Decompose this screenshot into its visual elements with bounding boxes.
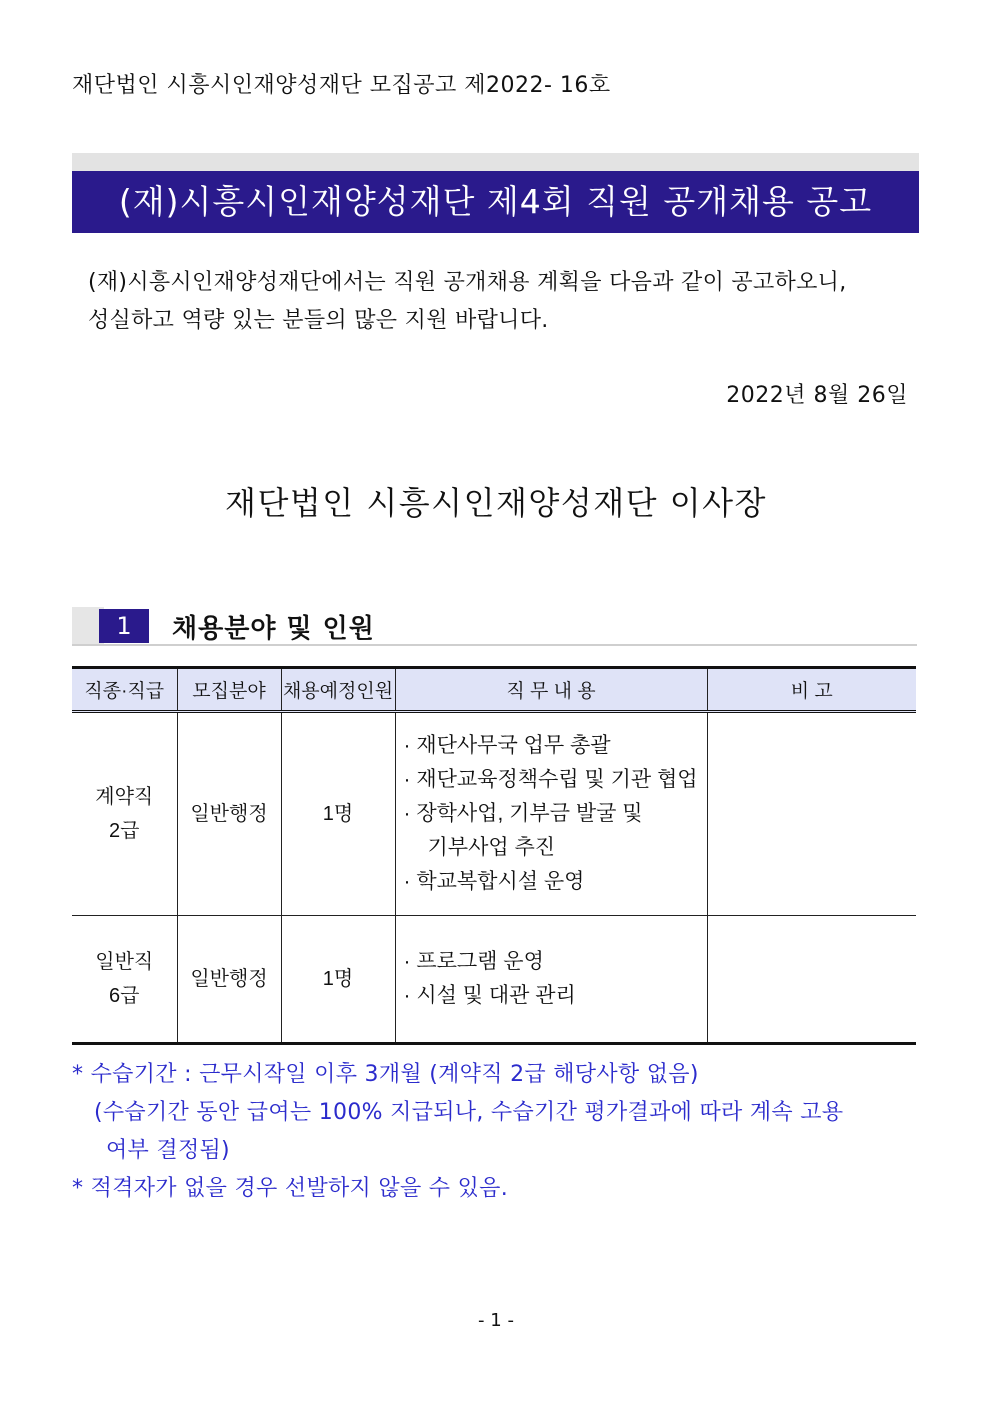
duty-item-continued: 기부사업 추진 [427, 836, 556, 859]
section-number-badge: 1 [99, 609, 149, 643]
duties-cell [395, 712, 707, 916]
job-grade: 2급 [109, 820, 140, 842]
job-grade: 6급 [109, 985, 140, 1007]
footnote-line: 여부 결정됨) [106, 1138, 230, 1163]
duty-item: · 프로그램 운영 [403, 950, 544, 973]
footnote-line: * 수습기간 : 근무시작일 이후 3개월 (계약직 2급 해당사항 없음) [72, 1062, 699, 1087]
page-title: (재)시흥시인재양성재단 제4회 직원 공개채용 공고 [72, 171, 919, 233]
column-header: 직 무 내 용 [395, 668, 707, 712]
footnotes [72, 1056, 912, 1208]
column-header: 직종·직급 [72, 668, 177, 712]
intro-line: 성실하고 역량 있는 분들의 많은 지원 바랍니다. [88, 308, 549, 333]
note-cell [707, 916, 916, 1044]
announcement-date: 2022년 8월 26일 [726, 383, 908, 408]
recruitment-table [72, 666, 916, 1045]
column-header: 모집분야 [177, 668, 281, 712]
column-header: 채용예정인원 [281, 668, 395, 712]
note-cell [707, 712, 916, 916]
field-cell: 일반행정 [177, 712, 281, 916]
duty-item: · 시설 및 대관 관리 [403, 984, 576, 1007]
duty-item: · 학교복합시설 운영 [403, 870, 585, 893]
column-header: 비 고 [707, 668, 916, 712]
page-number: - 1 - [478, 1310, 514, 1331]
count-cell: 1명 [281, 916, 395, 1044]
table-row [72, 712, 916, 916]
duty-item: · 장학사업, 기부금 발굴 및 [403, 802, 643, 825]
field-cell: 일반행정 [177, 916, 281, 1044]
duty-item: · 재단교육정책수립 및 기관 협업 [403, 768, 698, 791]
job-type-cell [72, 712, 177, 916]
duties-cell [395, 916, 707, 1044]
table-header-row [72, 668, 916, 712]
document-number: 재단법인 시흥시인재양성재단 모집공고 제2022- 16호 [72, 73, 611, 98]
count-cell: 1명 [281, 712, 395, 916]
job-type: 일반직 [95, 951, 154, 973]
duty-item: · 재단사무국 업무 총괄 [403, 734, 611, 757]
footnote-line: * 적격자가 없을 경우 선발하지 않을 수 있음. [72, 1176, 509, 1201]
job-type-cell [72, 916, 177, 1044]
intro-line: (재)시흥시인재양성재단에서는 직원 공개채용 계획을 다음과 같이 공고하오니, [88, 270, 847, 295]
footnote-line: (수습기간 동안 급여는 100% 지급되나, 수습기간 평가결과에 따라 계속 고용 [94, 1100, 844, 1125]
intro-paragraph [88, 264, 908, 340]
section-title: 채용분야 및 인원 [172, 614, 375, 644]
title-band-shade [72, 153, 919, 171]
job-type: 계약직 [95, 786, 154, 808]
table-row [72, 916, 916, 1044]
signer-name: 재단법인 시흥시인재양성재단 이사장 [225, 484, 767, 522]
